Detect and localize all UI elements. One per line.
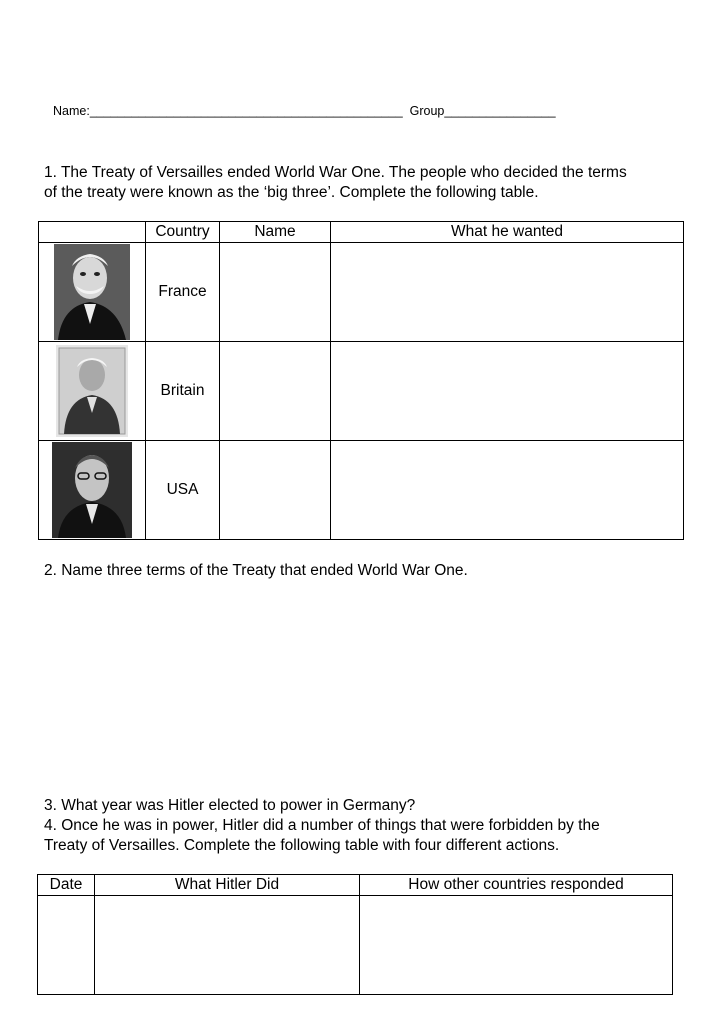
table-row [39, 243, 684, 342]
student-info-line [53, 104, 556, 118]
portrait-clemenceau [54, 244, 130, 340]
wanted-answer-cell[interactable] [331, 342, 684, 441]
question-4-line-2: Treaty of Versailles. Complete the following table with four different actions. [44, 837, 560, 854]
wanted-header: What he wanted [331, 222, 684, 243]
name-answer-cell[interactable] [220, 342, 331, 441]
question-1-line-1: 1. The Treaty of Versailles ended World War One. The people who decided the terms [44, 164, 627, 181]
country-cell: France [146, 243, 220, 342]
photo-cell [39, 441, 146, 540]
big-three-table [38, 221, 684, 540]
action-answer-cell[interactable] [95, 896, 360, 995]
name-header: Name [220, 222, 331, 243]
photo-cell [39, 243, 146, 342]
country-header: Country [146, 222, 220, 243]
name-field[interactable]: Name:_____________________________________________ [53, 104, 403, 118]
portrait-wilson [52, 442, 132, 538]
question-1-line-2: of the treaty were known as the ‘big three’. Complete the following table. [44, 184, 539, 201]
hitler-actions-table [37, 874, 673, 995]
wanted-answer-cell[interactable] [331, 243, 684, 342]
table-header-row [38, 875, 673, 896]
table-row [39, 441, 684, 540]
question-2: 2. Name three terms of the Treaty that ended World War One. [44, 562, 468, 579]
country-cell: USA [146, 441, 220, 540]
date-header: Date [38, 875, 95, 896]
date-answer-cell[interactable] [38, 896, 95, 995]
photo-cell [39, 342, 146, 441]
table-header-row [39, 222, 684, 243]
response-answer-cell[interactable] [360, 896, 673, 995]
name-answer-cell[interactable] [220, 441, 331, 540]
photo-header [39, 222, 146, 243]
action-header: What Hitler Did [95, 875, 360, 896]
name-answer-cell[interactable] [220, 243, 331, 342]
table-row [39, 342, 684, 441]
table-row [38, 896, 673, 995]
question-4-line-1: 4. Once he was in power, Hitler did a number of things that were forbidden by the [44, 817, 600, 834]
question-3: 3. What year was Hitler elected to power in Germany? [44, 797, 416, 814]
response-header: How other countries responded [360, 875, 673, 896]
group-field[interactable]: Group________________ [409, 104, 556, 118]
wanted-answer-cell[interactable] [331, 441, 684, 540]
country-cell: Britain [146, 342, 220, 441]
portrait-lloyd-george [56, 345, 128, 437]
